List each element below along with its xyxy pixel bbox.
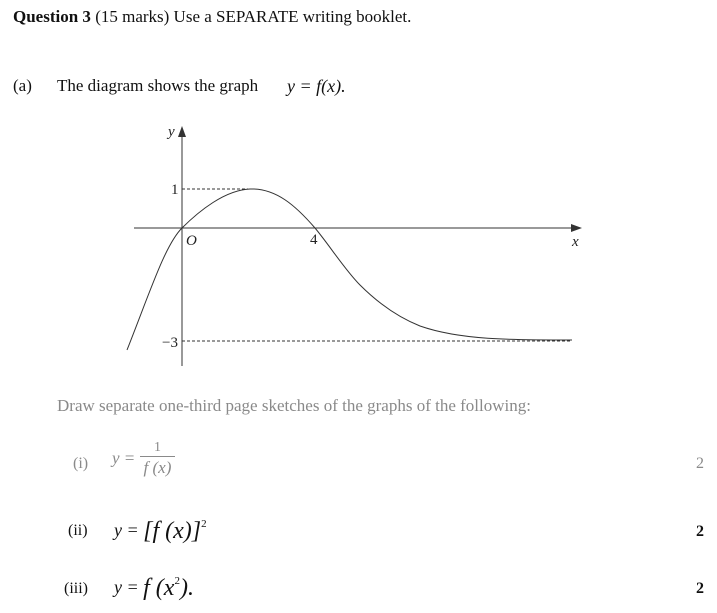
- y-axis-label: y: [168, 124, 175, 140]
- subpart-ii-label: (ii): [68, 522, 88, 539]
- part-a-label: (a): [13, 76, 32, 95]
- subpart-ii-equation: [114, 518, 207, 545]
- subpart-i-equation: [112, 440, 175, 479]
- fraction-denominator: f (x): [140, 456, 176, 479]
- fraction: [140, 440, 176, 479]
- x-axis-label: x: [572, 234, 579, 250]
- origin-label: O: [186, 233, 197, 249]
- subpart-iii-label: (iii): [64, 580, 88, 597]
- curve: [127, 189, 572, 350]
- subpart-i-lhs: y =: [112, 448, 136, 468]
- subpart-iii-power: 2: [174, 575, 180, 587]
- subpart-iii-expr-start: f (x: [143, 575, 175, 601]
- subpart-iii-marks: 2: [696, 580, 704, 597]
- subpart-ii-power: 2: [201, 518, 207, 530]
- question-instructions: (15 marks) Use a SEPARATE writing booklet.: [95, 7, 412, 26]
- part-a-equation: y = f(x).: [287, 76, 346, 96]
- y-tick-1: 1: [171, 182, 179, 198]
- question-number: Question 3: [13, 7, 91, 26]
- x-tick-4: 4: [310, 232, 318, 248]
- subpart-ii-lhs: y =: [114, 520, 139, 540]
- subpart-iii-lhs: y =: [114, 577, 139, 597]
- x-axis-arrow-icon: [571, 224, 582, 232]
- part-a-text: The diagram shows the graph: [57, 76, 259, 95]
- subpart-ii-expr: [f (x)]: [143, 518, 202, 544]
- subpart-ii-marks: 2: [696, 523, 704, 540]
- subpart-i-label: (i): [73, 455, 89, 472]
- subpart-iii-equation: [114, 575, 194, 602]
- subpart-iii-expr-end: ).: [179, 575, 194, 601]
- y-axis-arrow-icon: [178, 126, 186, 137]
- fraction-numerator: 1: [153, 440, 161, 455]
- subpart-i-marks: 2: [696, 455, 704, 472]
- y-tick-minus-3: −3: [162, 335, 178, 351]
- sketch-instruction: Draw separate one-third page sketches of the graphs of the following:: [57, 396, 531, 415]
